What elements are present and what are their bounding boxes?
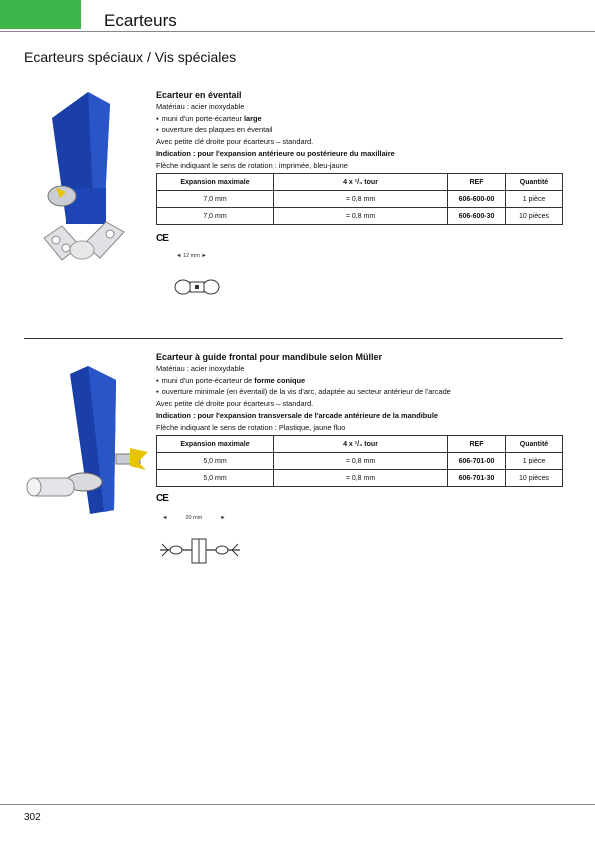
spec-table bbox=[156, 173, 563, 225]
dimension-value: 12 mm bbox=[182, 253, 200, 259]
table-row bbox=[157, 453, 563, 470]
cell: 10 pièces bbox=[506, 470, 563, 487]
cell: 10 pièces bbox=[506, 208, 563, 225]
ref-cell: 606-701-30 bbox=[448, 470, 506, 487]
feature-text: muni d'un porte-écarteur de bbox=[161, 375, 255, 385]
ref-cell: 606-701-00 bbox=[448, 453, 506, 470]
table-header-row bbox=[157, 174, 563, 191]
key-line: Avec petite clé droite pour écarteurs – standard. bbox=[156, 137, 314, 147]
arrow-line: Flèche indiquant le sens de rotation : Plastique, jaune fluo bbox=[156, 422, 346, 432]
cell: = 0,8 mm bbox=[274, 453, 448, 470]
header-accent-tab bbox=[0, 0, 81, 29]
mandible-schematic-icon bbox=[158, 536, 242, 566]
cell: 7,0 mm bbox=[157, 208, 274, 225]
section-divider bbox=[24, 338, 563, 339]
col-header: Quantité bbox=[506, 436, 563, 453]
feature-bullet: ▪ ouverture minimale (en éventail) de la vis d'arc, adaptée au secteur antérieur de l'arcade bbox=[156, 386, 563, 398]
feature-bullet bbox=[156, 113, 563, 125]
dimension-value: 20 mm bbox=[185, 515, 203, 521]
cell: 7,0 mm bbox=[157, 191, 274, 208]
product-title: Ecarteur en éventail bbox=[156, 90, 242, 100]
fan-expander-photo bbox=[38, 88, 133, 273]
cell: 1 pièce bbox=[506, 191, 563, 208]
dimension-label: ◄ 12 mm ► bbox=[176, 253, 207, 259]
cell: 1 pièce bbox=[506, 453, 563, 470]
cell: = 0,8 mm bbox=[274, 208, 448, 225]
col-header: REF bbox=[448, 436, 506, 453]
spec-table bbox=[156, 435, 563, 487]
footer-divider bbox=[0, 804, 595, 805]
col-header: Expansion maximale bbox=[157, 174, 274, 191]
table-row bbox=[157, 208, 563, 225]
feature-emphasis: forme conique bbox=[254, 375, 306, 385]
material-line: Matériau : acier inoxydable bbox=[156, 102, 245, 111]
cell: 5,0 mm bbox=[157, 453, 274, 470]
feature-text: muni d'un porte-écarteur bbox=[161, 113, 244, 123]
product-mandible-expander bbox=[156, 352, 563, 487]
ref-cell: 606-600-30 bbox=[448, 208, 506, 225]
table-row bbox=[157, 191, 563, 208]
col-header: Expansion maximale bbox=[157, 436, 274, 453]
mandible-expander-photo bbox=[20, 366, 150, 521]
cell: = 0,8 mm bbox=[274, 470, 448, 487]
table-row bbox=[157, 470, 563, 487]
indication-line: Indication : pour l'expansion antérieure ou postérieure du maxillaire bbox=[156, 148, 395, 158]
product-title: Ecarteur à guide frontal pour mandibule selon Müller bbox=[156, 352, 383, 362]
page-number: 302 bbox=[24, 812, 41, 823]
arrow-line: Flèche indiquant le sens de rotation : imprimée, bleu-jaune bbox=[156, 160, 348, 170]
section-title: Ecarteurs spéciaux / Vis spéciales bbox=[24, 49, 237, 65]
indication-line: Indication : pour l'expansion transversale de l'arcade antérieure de la mandibule bbox=[156, 410, 438, 420]
key-line: Avec petite clé droite pour écarteurs – standard. bbox=[156, 399, 314, 409]
col-header: REF bbox=[448, 174, 506, 191]
feature-bullet: ▪ ouverture des plaques en éventail bbox=[156, 124, 563, 136]
table-header-row bbox=[157, 436, 563, 453]
ref-cell: 606-600-00 bbox=[448, 191, 506, 208]
material-line: Matériau : acier inoxydable bbox=[156, 364, 245, 373]
page-header-title: Ecarteurs bbox=[104, 11, 177, 30]
cell: = 0,8 mm bbox=[274, 191, 448, 208]
expander-schematic-icon bbox=[172, 278, 222, 296]
feature-bullet bbox=[156, 375, 563, 387]
dimension-label: ◄ 20 mm ► bbox=[162, 515, 226, 521]
col-header: Quantité bbox=[506, 174, 563, 191]
header-divider bbox=[0, 31, 595, 32]
col-header: 4 x ¹/₄ tour bbox=[274, 436, 448, 453]
ce-mark: CE bbox=[156, 233, 168, 244]
ce-mark: CE bbox=[156, 493, 168, 504]
cell: 5,0 mm bbox=[157, 470, 274, 487]
product-fan-expander bbox=[156, 90, 563, 225]
col-header: 4 x ¹/₄ tour bbox=[274, 174, 448, 191]
feature-emphasis: large bbox=[243, 113, 262, 123]
